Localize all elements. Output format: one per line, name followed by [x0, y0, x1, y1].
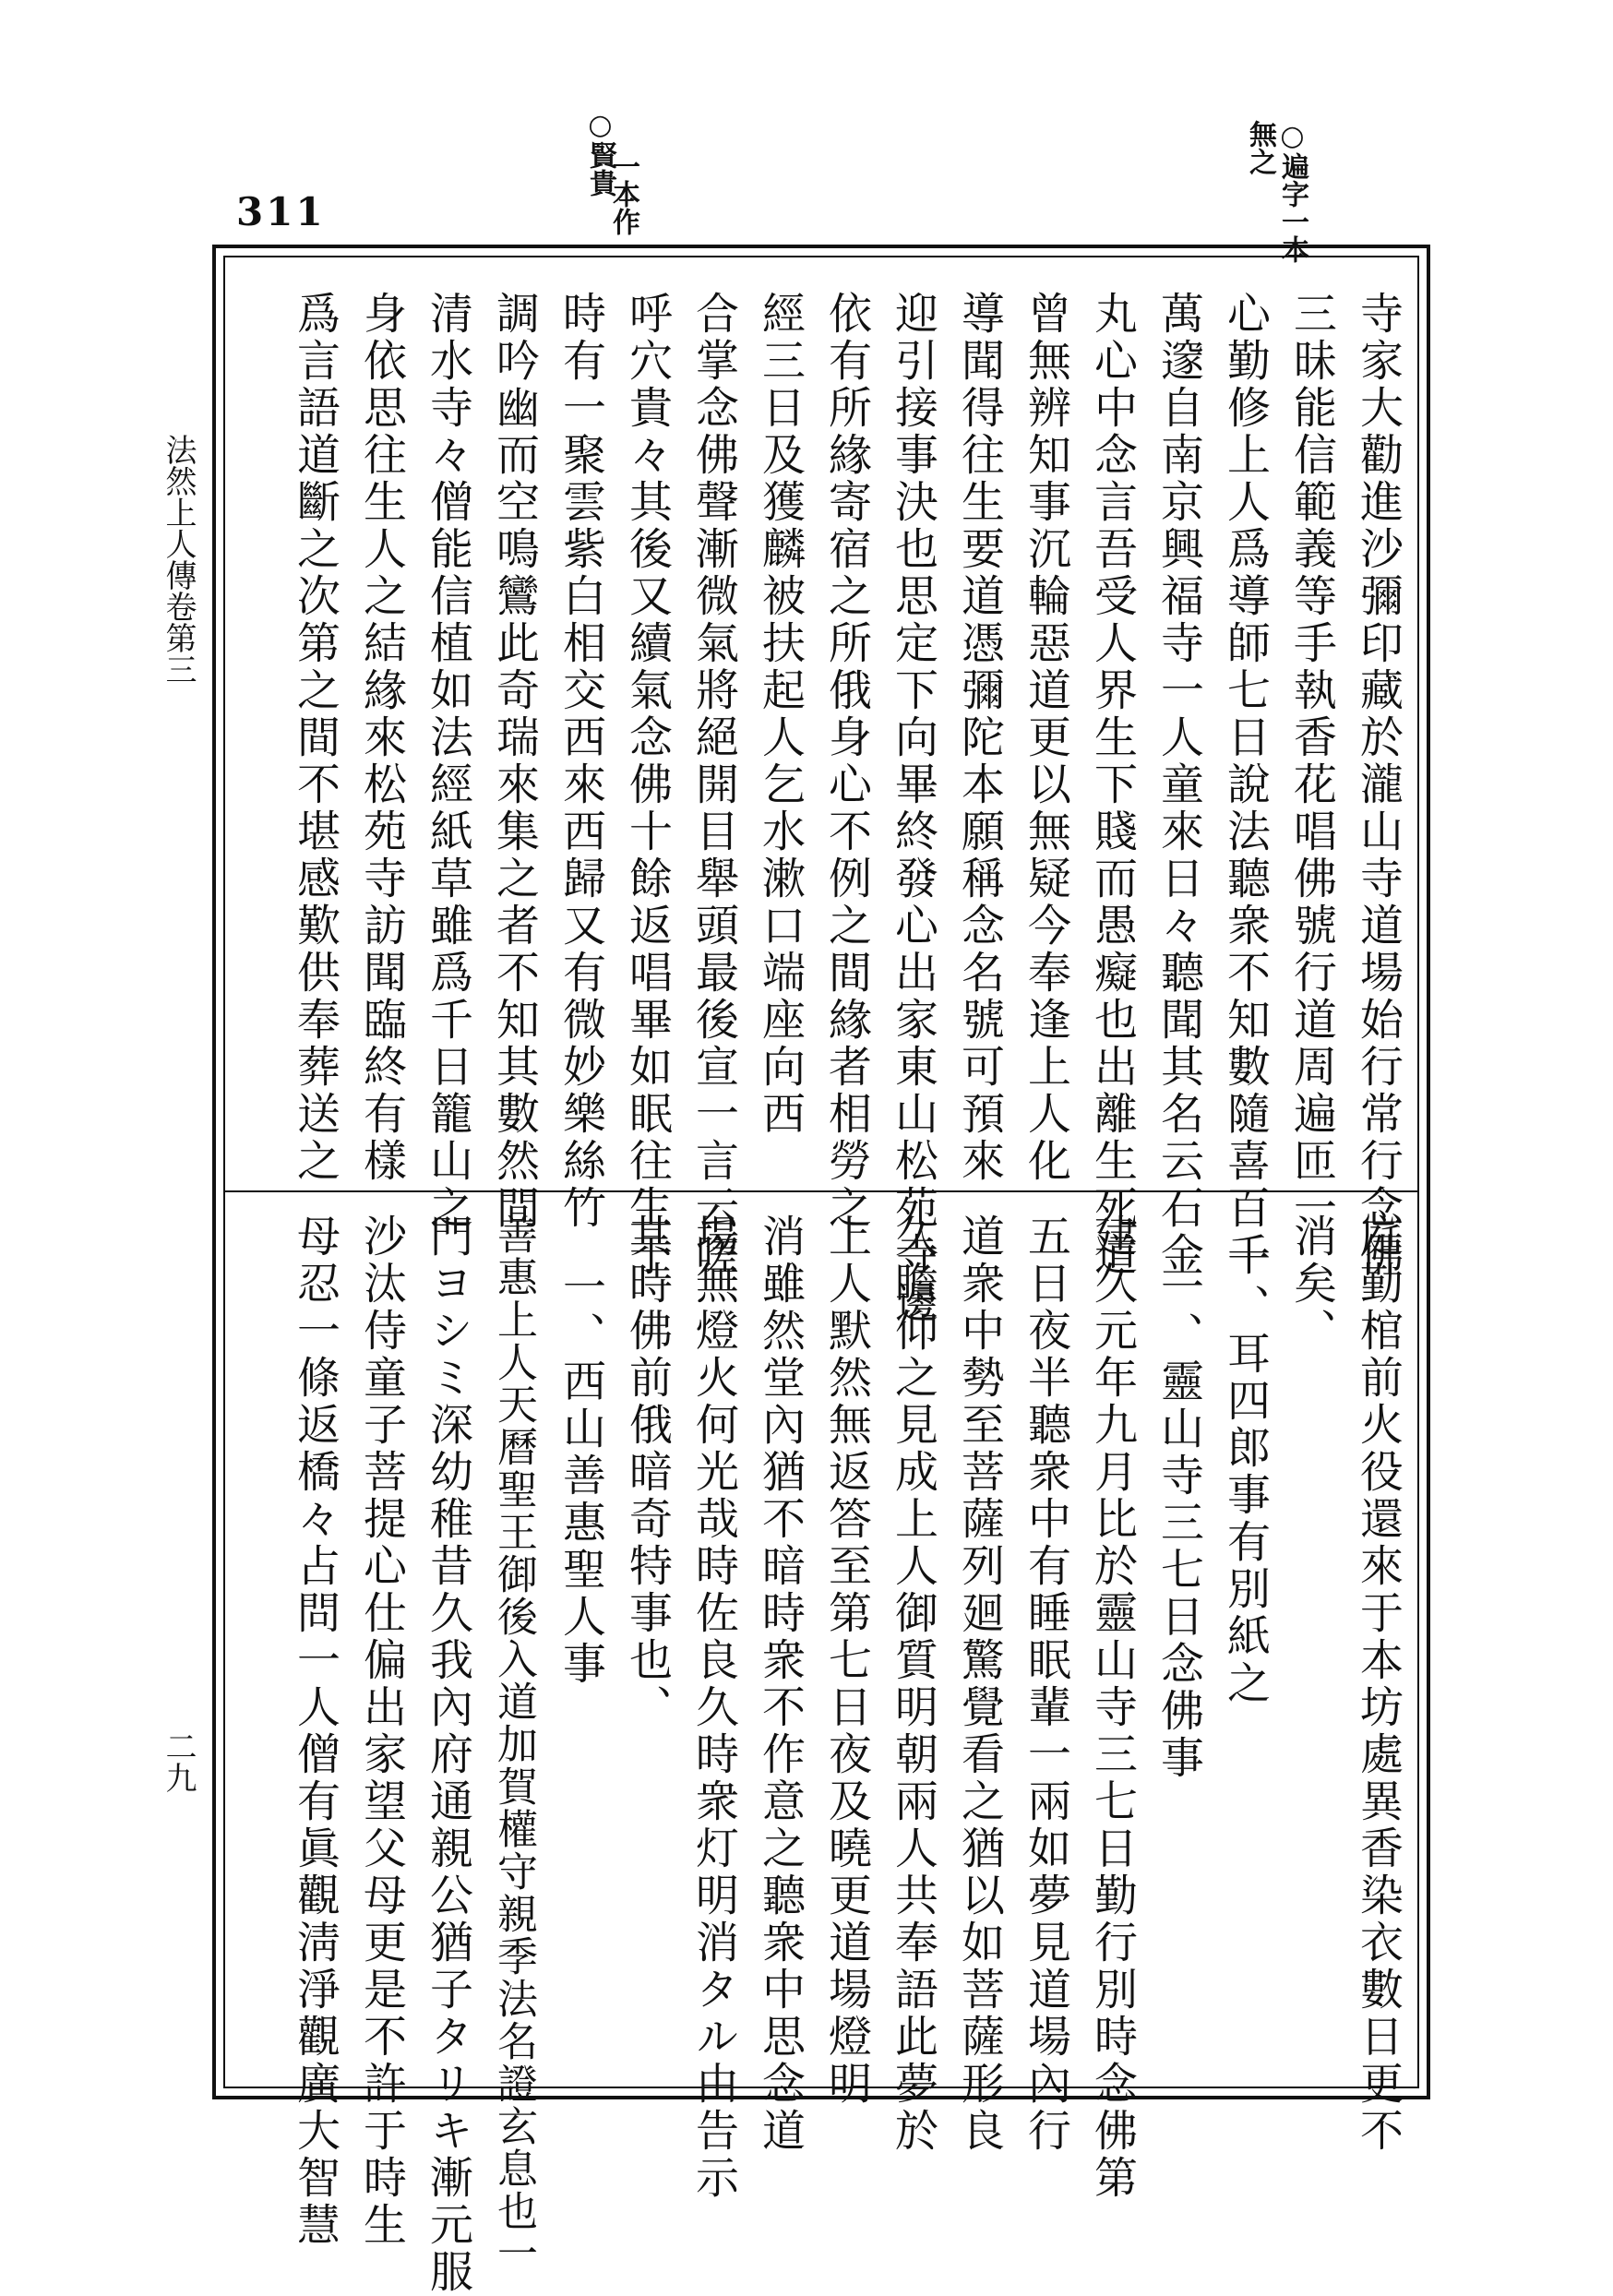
upper-column: 合掌念佛聲漸微氣將絕開目舉頭最後宣一言云嗟: [688, 291, 739, 1279]
upper-column: 調吟幽而空鳴鸞此奇瑞來集之者不知其數然間: [489, 291, 540, 1232]
margin-note-1-marker: ○: [1276, 120, 1308, 152]
lower-column: 久瞻仰之見成上人御質明朝兩人共奉語此夢於: [888, 1214, 938, 2155]
lower-column: 善惠上人天曆聖王御後入道加賀權守親季法名證玄息也一: [490, 1214, 537, 2275]
upper-column: 導聞得往生要道憑彌陀本願稱念名號可預來: [954, 291, 1005, 1185]
lower-column: 道衆中勢至菩薩列廻驚覺看之猶以如菩薩形良: [954, 1214, 1005, 2155]
lower-column: 建久元年九月比於靈山寺三七日勤行別時念佛第: [1087, 1214, 1138, 2202]
margin-note-1: [1278, 120, 1306, 263]
lower-column: 母忍一條返橋々占問一人僧有眞觀淸淨觀廣大智慧: [290, 1214, 341, 2249]
upper-column: 心勤修上人爲導師七日說法聽衆不知數隨喜百千: [1220, 291, 1271, 1279]
upper-column: 爲言語道斷之次第之間不堪感歎供奉葬送之: [290, 291, 341, 1185]
margin-note-1-b: [1244, 120, 1276, 175]
upper-column: 依有所緣寄宿之所俄身心不例之間緣者相勞之: [821, 291, 872, 1232]
margin-note-1-line-1: 遍字一本: [1276, 152, 1308, 263]
upper-column: 丸心中念言吾受人界生下賤而愚癡也出離生死道: [1087, 291, 1138, 1279]
lower-column: 其時佛前俄暗奇特事也、: [622, 1214, 673, 1731]
upper-column: 曾無辨知事沉輪惡道更以無疑今奉逢上人化: [1021, 291, 1071, 1185]
section-heading: 一、西山善惠聖人事: [556, 1264, 606, 1688]
upper-column: 寺家大勸進沙彌印藏於瀧山寺道場始行常行念佛: [1353, 291, 1404, 1279]
margin-note-2-b: [609, 152, 637, 235]
lower-column: 上人默然無返答至第七日夜及曉更道場燈明: [821, 1214, 872, 2108]
lower-column: 消矣、: [1286, 1214, 1337, 1355]
upper-column: 呼穴貴々其後又續氣念佛十餘返唱畢如眠往生于: [622, 291, 673, 1279]
page-number: 311: [236, 189, 326, 234]
running-title: 法然上人傳卷第三: [160, 434, 197, 685]
lower-column: 庭勤棺前火役還來于本坊處異香染衣數日更不: [1353, 1214, 1404, 2155]
margin-note-1-line-2: 無之: [1244, 120, 1276, 175]
folio: 二九: [160, 1730, 197, 1793]
upper-column: 經三日及獲麟被扶起人乞水漱口端座向西: [755, 291, 806, 1138]
upper-column: 身依思往生人之結緣來松苑寺訪聞臨終有樣: [356, 291, 407, 1185]
margin-note-2-line-2: 一本作: [607, 152, 639, 235]
upper-column: 萬𨗉自南京興福寺一人童來日々聽聞其名云石金: [1153, 291, 1204, 1279]
lower-column: 五日夜半聽衆中有睡眠輩一兩如夢見道場內行: [1021, 1214, 1071, 2155]
lower-column: 場無燈火何光哉時佐良久時衆灯明消タル由告示: [688, 1214, 739, 2202]
upper-column: 清水寺々僧能信植如法經紙草雖爲千日籠山之: [423, 291, 473, 1232]
lower-column: 沙汰侍童子菩提心仕偏出家望父母更是不許于時生: [356, 1214, 407, 2249]
margin-note-2-line-1: 賢貴: [584, 141, 616, 197]
lower-column: 門ヨシミ深幼稚昔久我內府通親公猶子タリキ漸元服: [423, 1214, 473, 2296]
upper-column: 迎引接事決也思定下向畢終發心出家東山松苑寺邊: [888, 291, 938, 1326]
upper-column: 三昧能信範義等手執香花唱佛號行道周遍匝一: [1286, 291, 1337, 1232]
section-heading: 一、耳四郎事有別紙之: [1220, 1237, 1271, 1707]
lower-column: 消雖然堂內猶不暗時衆不作意之聽衆中思念道: [755, 1214, 806, 2155]
section-heading: 一、靈山寺三七日念佛事: [1153, 1264, 1204, 1782]
upper-column: 時有一聚雲紫白相交西來西歸又有微妙樂絲竹: [556, 291, 606, 1232]
margin-note-2-marker: ○: [584, 109, 616, 141]
